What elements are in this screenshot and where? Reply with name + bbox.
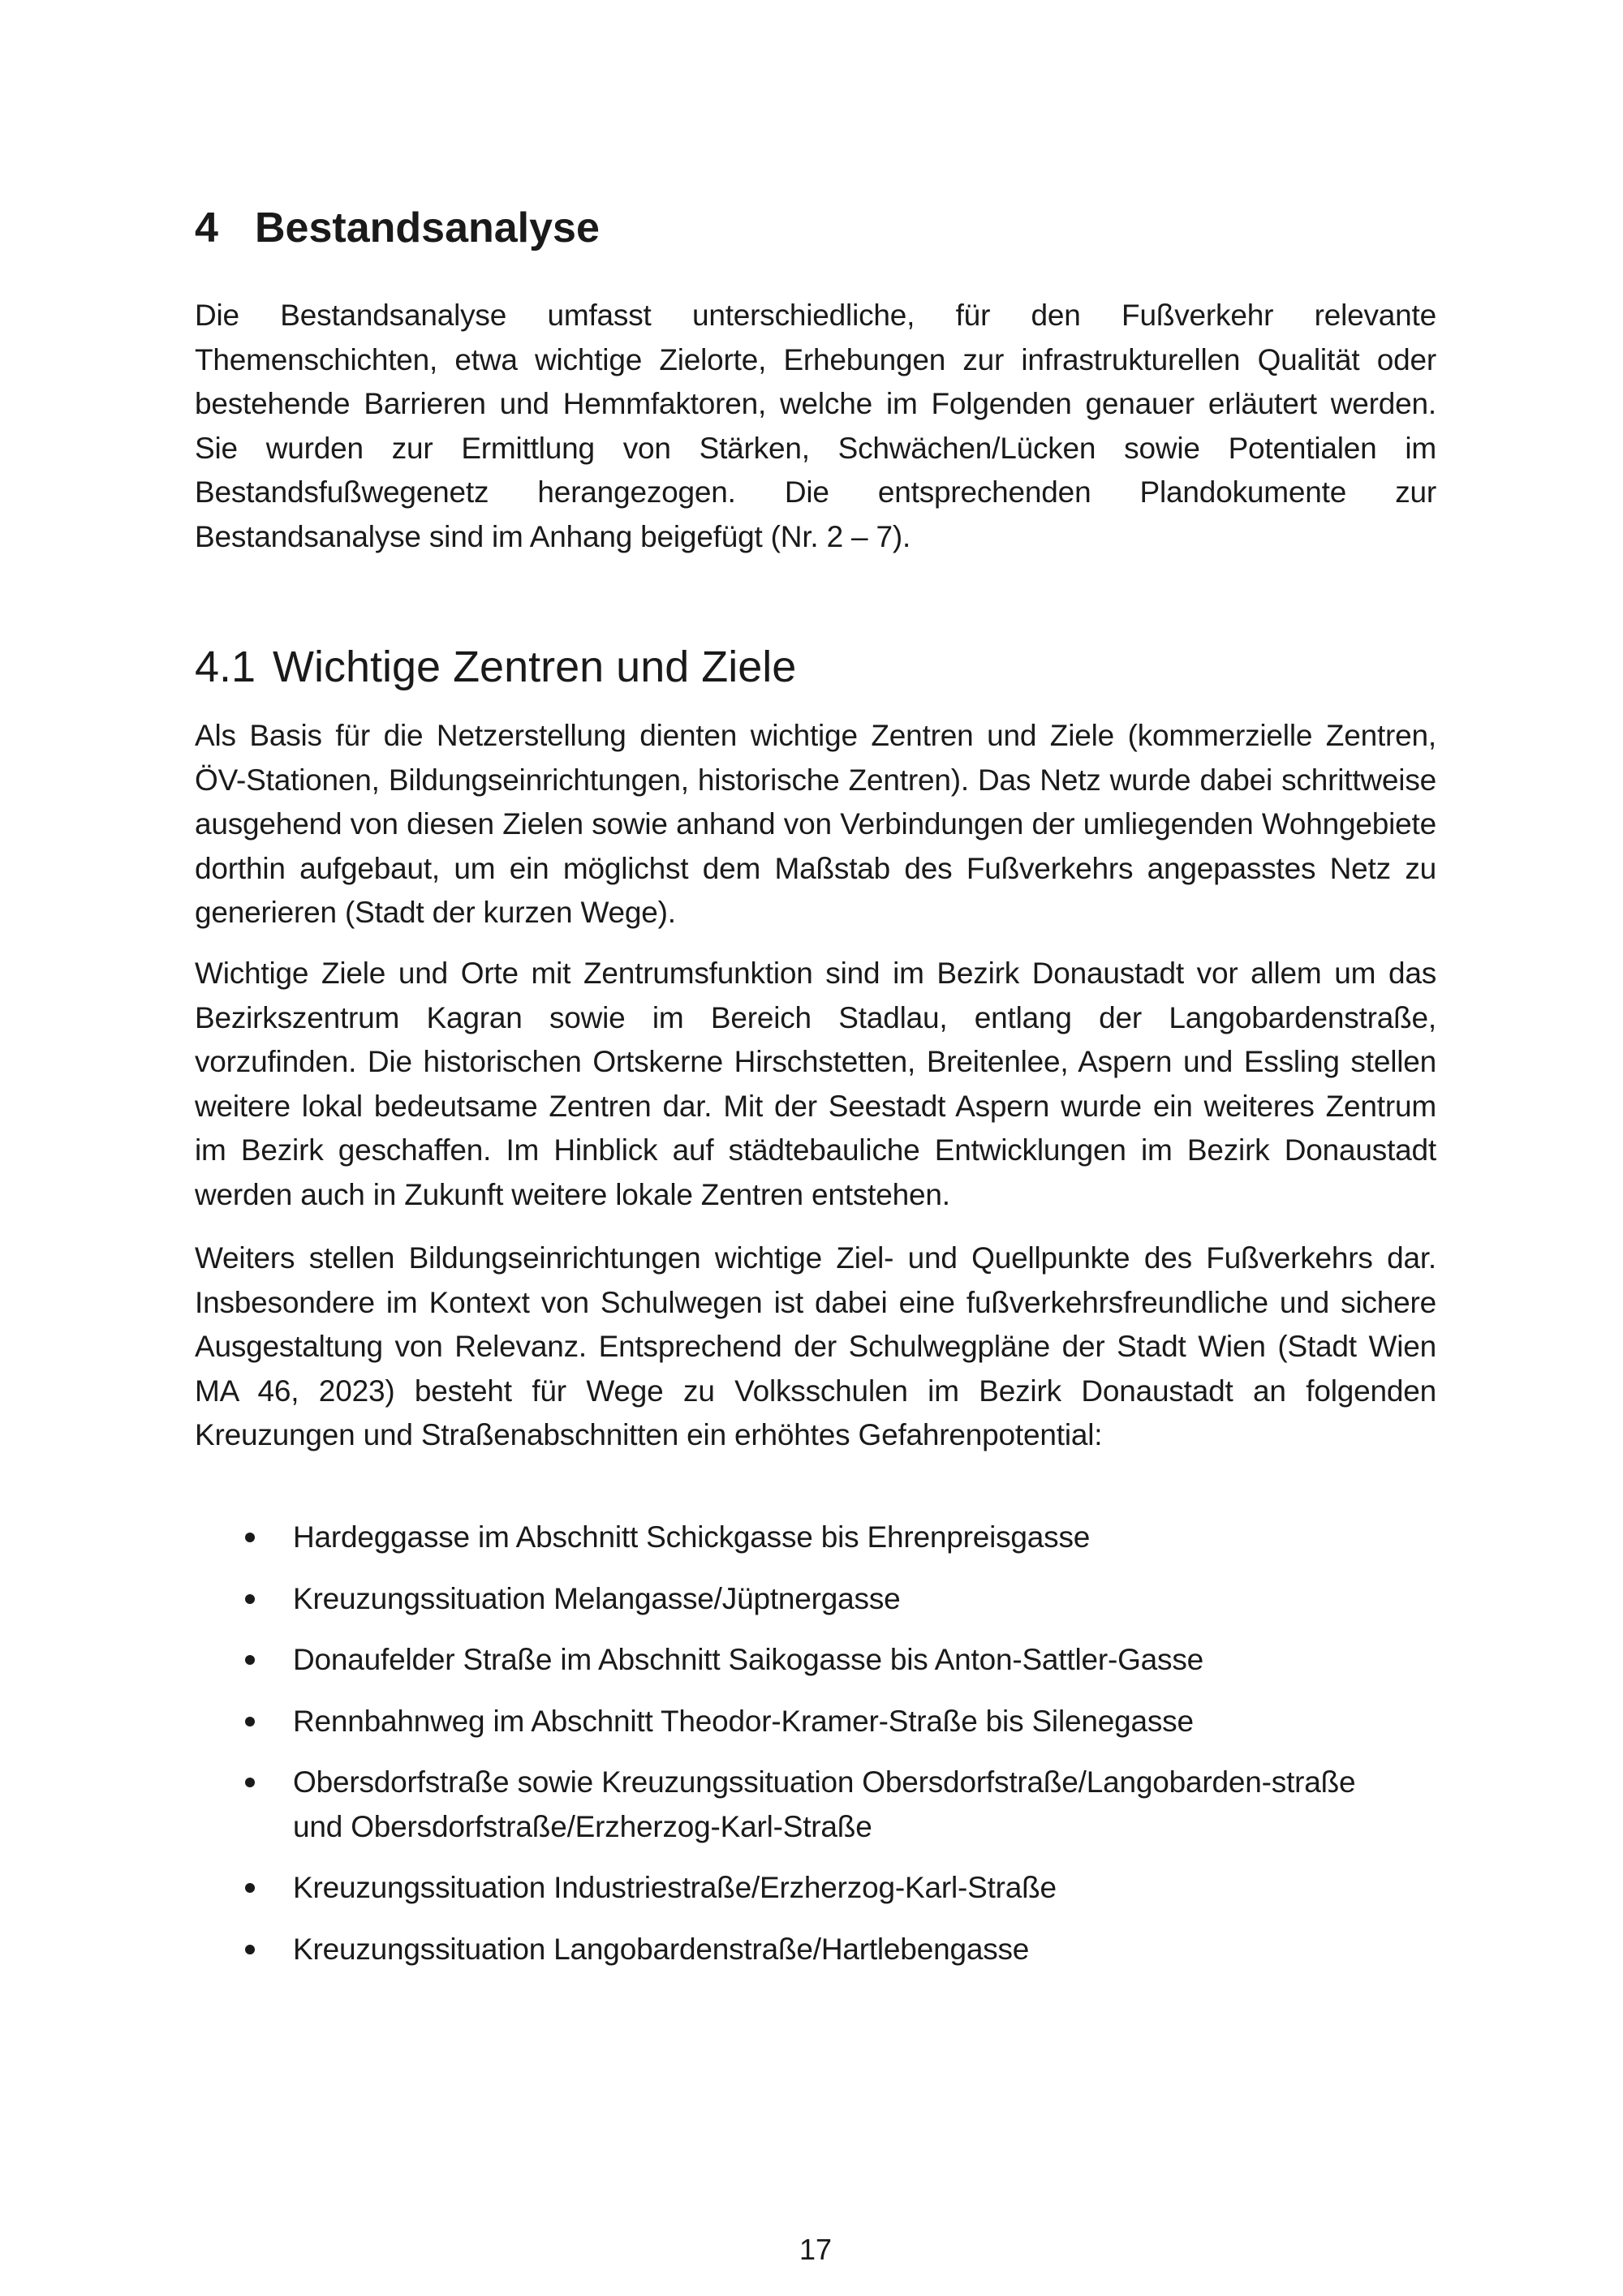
list-item bbox=[195, 1928, 1436, 1972]
body-paragraph-1: Als Basis für die Netzerstellung dienten wichtige Zentren und Ziele (kommerzielle Zentren, ÖV-Stationen, Bildungseinrichtungen, historische Zentren). Das Netz wurde dabei schrittweise ausgehend von diesen Zielen sowie anhand von Verbindungen der umliegenden Wohngebiete dorthin aufgebaut, um ein möglichst dem Maßstab des Fußverkehrs angepasstes Netz zu generieren (Stadt der kurzen Wege). bbox=[195, 719, 1436, 929]
list-item bbox=[195, 1866, 1436, 1911]
list-item-text: Kreuzungssituation Industriestraße/Erzherzog-Karl-Straße bbox=[293, 1871, 1057, 1904]
list-item-text: Donaufelder Straße im Abschnitt Saikogasse bis Anton-Sattler-Gasse bbox=[293, 1643, 1204, 1676]
bullet-icon bbox=[245, 1945, 255, 1954]
section-intro-paragraph: Die Bestandsanalyse umfasst unterschiedliche, für den Fußverkehr relevante Themenschichten, etwa wichtige Zielorte, Erhebungen zur infrastrukturellen Qualität oder bestehende Barrieren und Hemmfaktoren, welche im Folgenden genauer erläutert werden. Sie wurden zur Ermittlung von Stärken, Schwächen/Lücken sowie Potentialen im Bestandsfußwegenetz herangezogen. Die entsprechenden Plandokumente zur Bestandsanalyse sind im Anhang beigefügt (Nr. 2 – 7). bbox=[195, 299, 1436, 553]
section-heading bbox=[195, 200, 600, 256]
list-item-text: Obersdorfstraße sowie Kreuzungssituation Obersdorfstraße/Langobarden-straße und Obersdorfstraße/Erzherzog-Karl-Straße bbox=[293, 1765, 1356, 1843]
list-item-text: Kreuzungssituation Melangasse/Jüptnergasse bbox=[293, 1581, 901, 1615]
page-number: 17 bbox=[799, 2233, 833, 2266]
bullet-icon bbox=[245, 1883, 255, 1893]
list-item bbox=[195, 1761, 1436, 1849]
bullet-icon bbox=[245, 1655, 255, 1665]
subsection-number: 4.1 bbox=[195, 643, 256, 691]
list-item-text: Rennbahnweg im Abschnitt Theodor-Kramer-Straße bis Silenegasse bbox=[293, 1704, 1194, 1738]
subsection-title: Wichtige Zentren und Ziele bbox=[273, 643, 797, 691]
list-item-text: Kreuzungssituation Langobardenstraße/Hartlebengasse bbox=[293, 1932, 1030, 1966]
list-item-text: Hardeggasse im Abschnitt Schickgasse bis Ehrenpreisgasse bbox=[293, 1520, 1091, 1554]
list-item bbox=[195, 1516, 1436, 1560]
section-title: Bestandsanalyse bbox=[255, 204, 600, 252]
bullet-icon bbox=[245, 1533, 255, 1542]
list-item bbox=[195, 1638, 1436, 1683]
body-paragraph-2: Wichtige Ziele und Orte mit Zentrumsfunktion sind im Bezirk Donaustadt vor allem um das Bezirkszentrum Kagran sowie im Bereich Stadlau, entlang der Langobardenstraße, vorzufinden. Die historischen Ortskerne Hirschstetten, Breitenlee, Aspern und Essling stellen weitere lokal bedeutsame Zentren dar. Mit der Seestadt Aspern wurde ein weiteres Zentrum im Bezirk geschaffen. Im Hinblick auf städtebauliche Entwicklungen im Bezirk Donaustadt werden auch in Zukunft weitere lokale Zentren entstehen. bbox=[195, 957, 1436, 1211]
list-item bbox=[195, 1700, 1436, 1744]
section-number: 4 bbox=[195, 204, 218, 252]
list-item bbox=[195, 1577, 1436, 1622]
document-page bbox=[195, 0, 1436, 2296]
subsection-heading bbox=[195, 638, 796, 696]
bullet-icon bbox=[245, 1717, 255, 1726]
bullet-icon bbox=[245, 1594, 255, 1604]
hazard-location-list bbox=[195, 1516, 1436, 1989]
bullet-icon bbox=[245, 1778, 255, 1787]
body-paragraph-3: Weiters stellen Bildungseinrichtungen wichtige Ziel- und Quellpunkte des Fußverkehrs dar. Insbesondere im Kontext von Schulwegen ist dabei eine fußverkehrsfreundliche und sichere Ausgestaltung von Relevanz. Entsprechend der Schulwegpläne der Stadt Wien (Stadt Wien MA 46, 2023) besteht für Wege zu Volksschulen im Bezirk Donaustadt an folgenden Kreuzungen und Straßenabschnitten ein erhöhtes Gefahrenpotential: bbox=[195, 1241, 1436, 1451]
